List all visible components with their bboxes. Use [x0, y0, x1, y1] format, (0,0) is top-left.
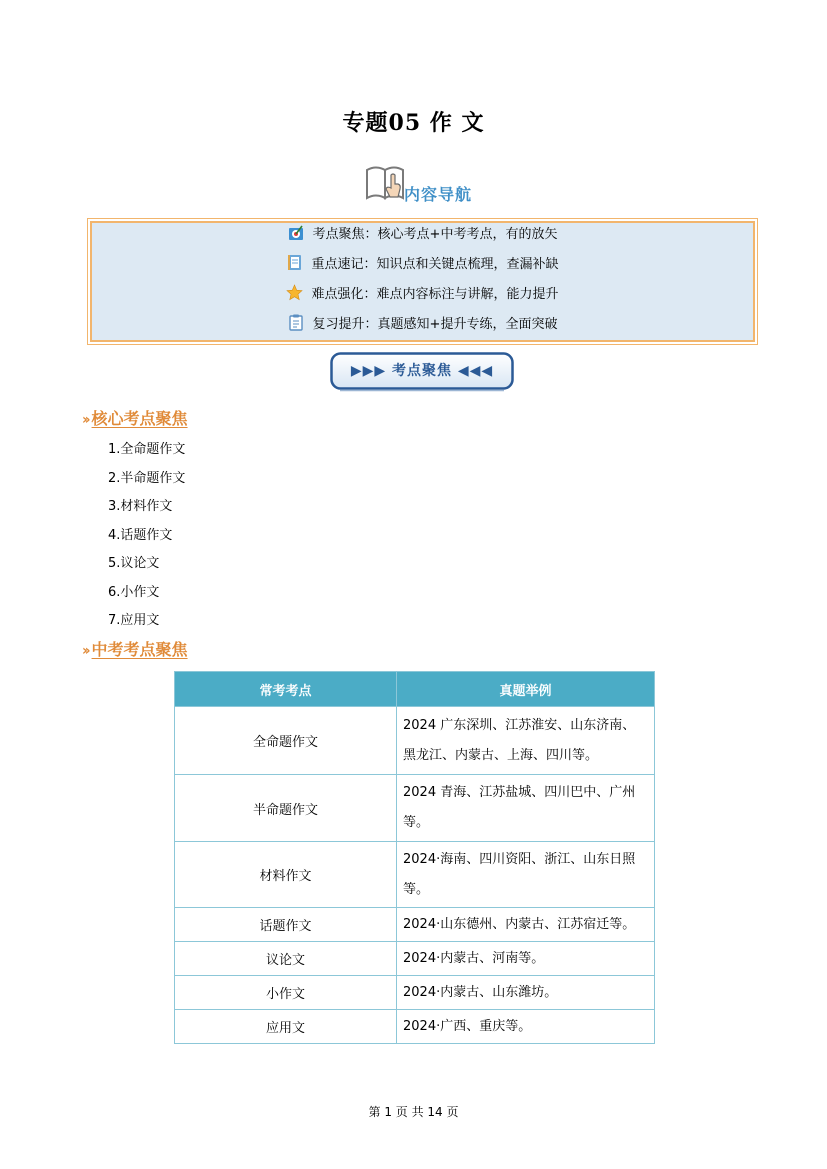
nav-row-key-points [92, 224, 753, 246]
table-header-row [175, 672, 655, 707]
exam-points-table [174, 671, 655, 1044]
cell-point: 议论文 [175, 942, 397, 976]
list-item: 5.议论文 [108, 556, 160, 571]
list-item: 3.材料作文 [108, 499, 173, 514]
nav-row-text: 考点聚焦：核心考点+中考考点，有的放矢 [312, 227, 558, 242]
cell-point: 话题作文 [175, 908, 397, 942]
double-chevron-icon: ›› [82, 412, 88, 428]
nav-row-difficulties [92, 284, 753, 306]
content-navigation-logo [364, 160, 494, 206]
cell-point: 材料作文 [175, 842, 397, 908]
list-item: 6.小作文 [108, 584, 160, 600]
column-header-point: 常考考点 [175, 672, 397, 707]
cell-example: 2024 广东深圳、江苏淮安、山东济南、黑龙江、内蒙古、上海、四川等。 [397, 707, 655, 775]
cell-example: 2024·内蒙古、山东潍坊。 [397, 976, 655, 1010]
page-title: 专题05 作 文 [342, 110, 485, 136]
cell-example: 2024·山东德州、内蒙古、江苏宿迁等。 [397, 908, 655, 942]
notebook-icon [286, 254, 303, 271]
content-navigation-box [90, 221, 755, 342]
nav-row-text: 重点速记：知识点和关键点梳理，查漏补缺 [311, 257, 559, 272]
target-icon [288, 224, 305, 241]
core-points-heading [82, 406, 188, 429]
nav-row-text: 难点强化：难点内容标注与讲解，能力提升 [311, 287, 559, 302]
clipboard-icon [288, 314, 305, 331]
star-icon [286, 284, 303, 301]
cell-example: 2024·广西、重庆等。 [397, 1010, 655, 1044]
book-icon [364, 162, 408, 202]
table-row [175, 1010, 655, 1044]
cell-point: 全命题作文 [175, 707, 397, 775]
cell-example: 2024·内蒙古、河南等。 [397, 942, 655, 976]
core-points-heading-text: 核心考点聚焦 [91, 409, 188, 428]
nav-row-text: 复习提升：真题感知+提升专练，全面突破 [312, 317, 558, 332]
navigation-label: 内容导航 [404, 185, 473, 204]
key-points-banner [330, 352, 514, 392]
table-row [175, 707, 655, 775]
exam-points-heading [82, 637, 188, 660]
cell-point: 小作文 [175, 976, 397, 1010]
table-row [175, 842, 655, 908]
cell-example: 2024·海南、四川资阳、浙江、山东日照等。 [397, 842, 655, 908]
table-row [175, 775, 655, 842]
nav-row-quick-notes [92, 254, 753, 276]
core-points-list [108, 439, 185, 639]
cell-example: 2024 青海、江苏盐城、四川巴中、广州等。 [397, 775, 655, 842]
nav-row-review [92, 314, 753, 336]
page-footer: 第 1 页 共 14 页 [368, 1105, 459, 1119]
list-item: 1.全命题作文 [108, 442, 186, 457]
list-item: 2.半命题作文 [108, 470, 186, 486]
column-header-example: 真题举例 [397, 672, 655, 707]
table-row [175, 976, 655, 1010]
banner-label: ▶▶▶ 考点聚焦 ◀◀◀ [350, 363, 494, 379]
cell-point: 半命题作文 [175, 775, 397, 842]
list-item: 7.应用文 [108, 613, 160, 628]
table-row [175, 942, 655, 976]
exam-points-heading-text: 中考考点聚焦 [91, 640, 188, 659]
table-row [175, 908, 655, 942]
double-chevron-icon: ›› [82, 643, 88, 659]
list-item: 4.话题作文 [108, 527, 173, 543]
cell-point: 应用文 [175, 1010, 397, 1044]
